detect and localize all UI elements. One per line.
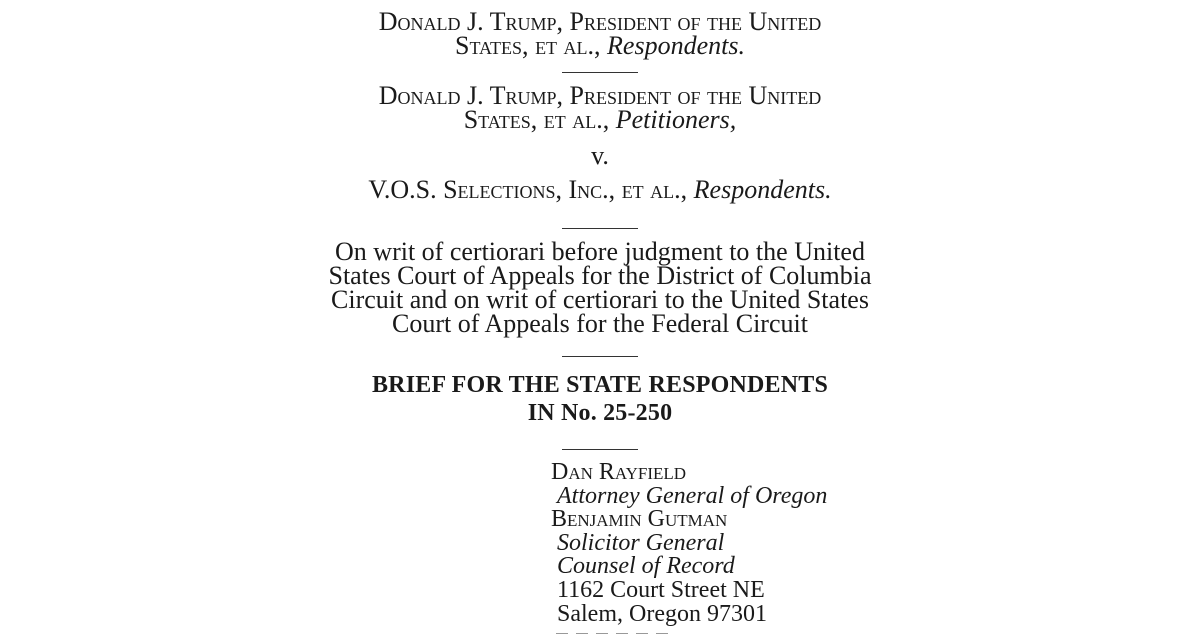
counsel-name: Benjamin Gutman	[551, 506, 728, 533]
party1-line2: States, et al., Respondents.	[455, 31, 745, 60]
counsel-address-line: 1162 Court Street NE	[557, 576, 765, 603]
party3-caption: V.O.S. Selections, Inc., et al., Respondents.	[368, 175, 832, 204]
counsel-block	[551, 461, 827, 626]
divider-rule	[562, 356, 638, 357]
counsel-title: Solicitor General	[557, 529, 725, 556]
writ-line: Circuit and on writ of certiorari to the United States	[331, 285, 869, 314]
versus-label: v.	[591, 141, 609, 170]
divider-rule	[562, 449, 638, 450]
writ-line: Court of Appeals for the Federal Circuit	[392, 309, 808, 338]
party1-role: Respondents.	[607, 31, 745, 60]
divider-rule	[562, 72, 638, 73]
counsel-title: Attorney General of Oregon	[557, 482, 828, 509]
divider-rule	[562, 228, 638, 229]
brief-title	[0, 371, 1200, 427]
party2-line1: Donald J. Trump, President of the United	[378, 81, 822, 110]
party2-role: Petitioners,	[615, 105, 737, 134]
party3-name: V.O.S. Selections, Inc.,	[368, 175, 616, 204]
writ-statement	[0, 237, 1200, 338]
party1-caption	[0, 7, 1200, 60]
party2-caption	[0, 81, 1200, 134]
counsel-title: Counsel of Record	[557, 553, 735, 580]
writ-line: On writ of certiorari before judgment to the United	[335, 237, 865, 266]
party2-line2: States, et al., Petitioners,	[463, 105, 737, 134]
counsel-address-line: Salem, Oregon 97301	[557, 600, 767, 627]
writ-line: States Court of Appeals for the District of Columbia	[328, 261, 872, 290]
party1-line1: Donald J. Trump, President of the United	[378, 7, 822, 36]
party3-role: Respondents.	[693, 175, 832, 204]
cropped-text-fragment	[556, 624, 716, 634]
brief-title-line1: BRIEF FOR THE STATE RESPONDENTS	[371, 372, 829, 398]
counsel-name: Dan Rayfield	[551, 459, 687, 485]
brief-title-line2: IN No. 25-250	[527, 400, 673, 426]
